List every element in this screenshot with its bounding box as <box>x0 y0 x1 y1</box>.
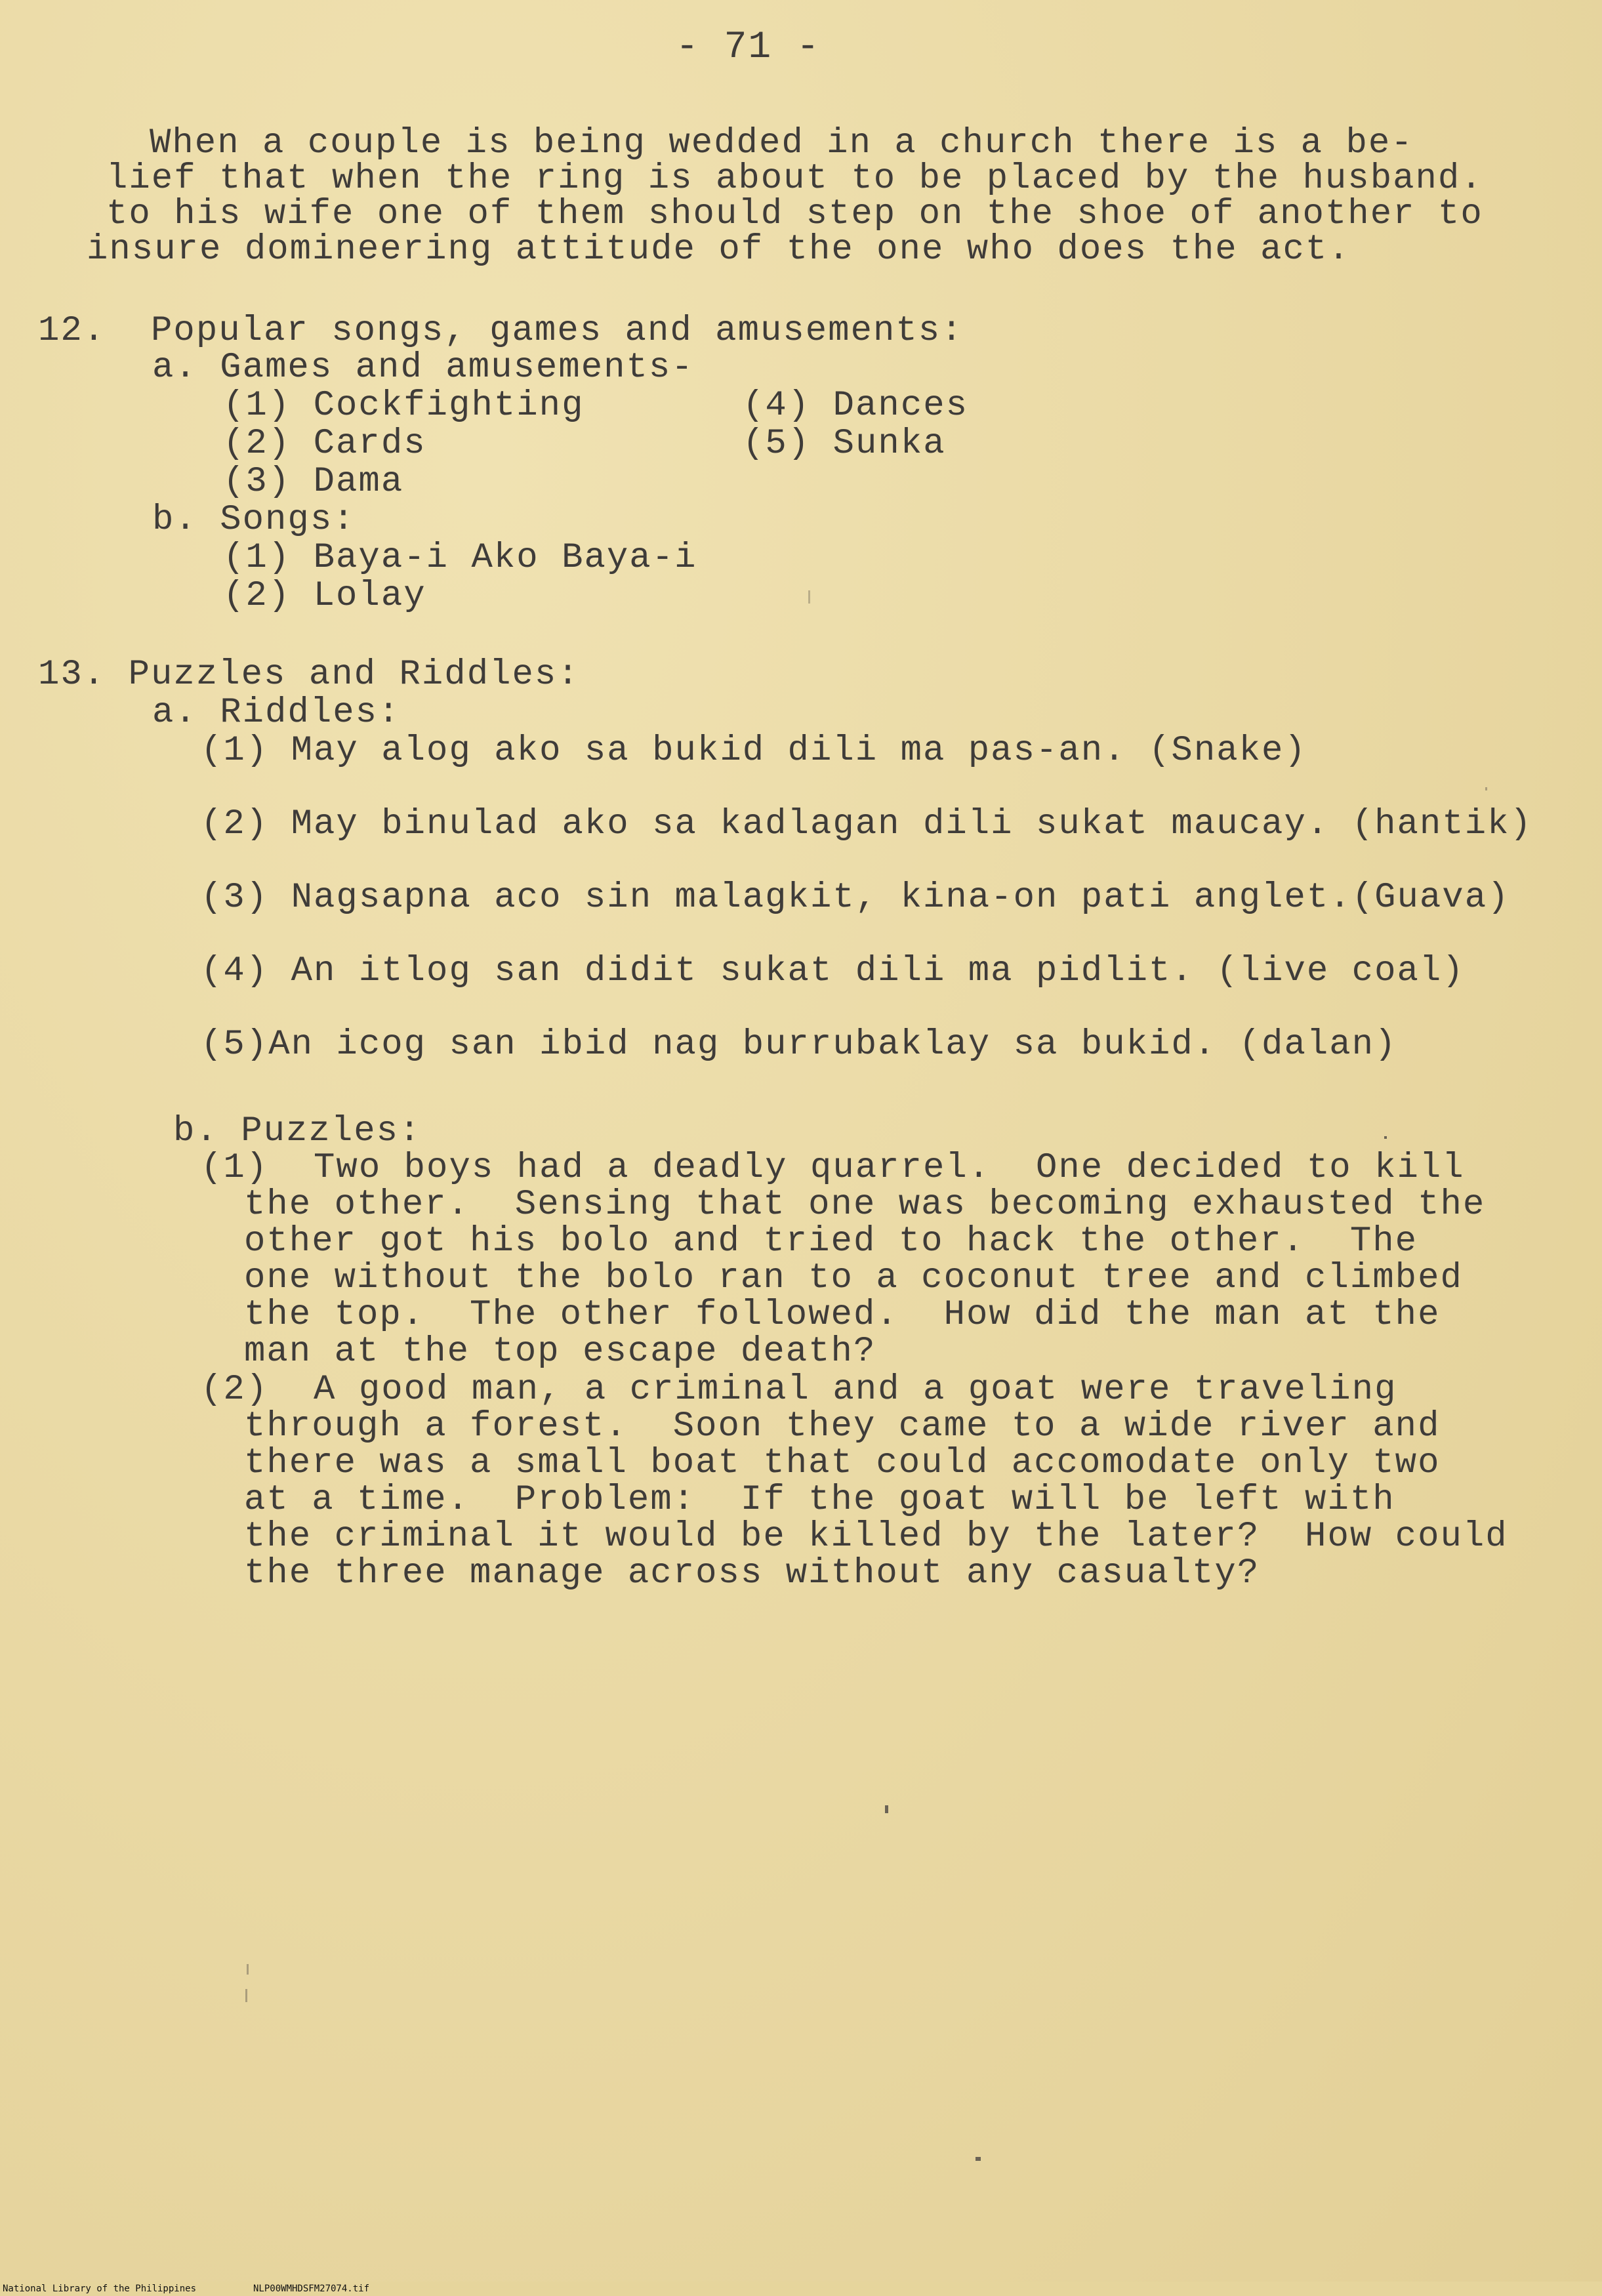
puzzle-line: the three manage across without any casualty? <box>244 1553 1260 1593</box>
puzzle-line: man at the top escape death? <box>244 1332 876 1372</box>
puzzle-line: at a time. Problem: If the goat will be left with <box>244 1480 1395 1520</box>
intro-line: insure domineering attitude of the one who does the act. <box>87 230 1351 270</box>
intro-line: lief that when the ring is about to be placed by the husband. <box>106 159 1483 199</box>
paper-speck <box>1485 787 1487 790</box>
song-item: (2) Lolay <box>223 576 426 616</box>
riddle-item: (1) May alog ako sa bukid dili ma pas-an. (Snake) <box>201 731 1307 771</box>
games-heading: a. Games and amusements- <box>152 348 694 388</box>
intro-line: When a couple is being wedded in a church there is a be- <box>150 123 1414 163</box>
page-number: - 71 - <box>676 26 821 69</box>
puzzle-line: the criminal it would be killed by the later? How could <box>244 1517 1508 1557</box>
game-item: (1) Cockfighting <box>223 386 585 426</box>
riddle-item: (5)An icog san ibid nag burrubaklay sa bukid. (dalan) <box>201 1025 1397 1065</box>
game-item: (4) Dances <box>743 386 969 426</box>
game-item: (2) Cards <box>223 424 426 464</box>
paper-speck <box>245 1989 247 2002</box>
puzzles-heading: b. Puzzles: <box>173 1111 422 1151</box>
footer-file-id: NLP00WMHDSFM27074.tif <box>253 2284 370 2294</box>
riddle-item: (3) Nagsapna aco sin malagkit, kina-on pati anglet.(Guava) <box>201 878 1510 918</box>
scan-footer <box>0 2282 1602 2296</box>
riddle-item: (4) An itlog san didit sukat dili ma pidlit. (live coal) <box>201 951 1465 991</box>
game-item: (3) Dama <box>223 462 404 502</box>
puzzle-line: the other. Sensing that one was becoming exhausted the <box>244 1185 1486 1225</box>
game-item: (5) Sunka <box>743 424 946 464</box>
paper-speck <box>247 1964 249 1975</box>
puzzle-line: through a forest. Soon they came to a wide river and <box>244 1406 1441 1446</box>
paper-speck <box>976 2157 981 2161</box>
puzzle-line: the top. The other followed. How did the man at the <box>244 1295 1441 1335</box>
footer-library: National Library of the Philippines <box>3 2284 197 2294</box>
puzzle-line: there was a small boat that could accomodate only two <box>244 1443 1441 1483</box>
puzzle-line: (2) A good man, a criminal and a goat were traveling <box>201 1370 1397 1410</box>
puzzle-line: other got his bolo and tried to hack the other. The <box>244 1221 1418 1261</box>
intro-line: to his wife one of them should step on the shoe of another to <box>106 194 1483 234</box>
section-12-heading: 12. Popular songs, games and amusements: <box>38 311 964 351</box>
paper-speck <box>808 590 810 604</box>
songs-heading: b. Songs: <box>152 500 356 540</box>
riddles-heading: a. Riddles: <box>152 693 401 733</box>
puzzle-line: (1) Two boys had a deadly quarrel. One decided to kill <box>201 1148 1465 1188</box>
section-13-heading: 13. Puzzles and Riddles: <box>38 655 580 695</box>
paper-speck <box>885 1805 888 1813</box>
song-item: (1) Baya-i Ako Baya-i <box>223 538 697 578</box>
riddle-item: (2) May binulad ako sa kadlagan dili sukat maucay. (hantik) <box>201 804 1532 844</box>
paper-speck <box>1384 1136 1387 1139</box>
puzzle-line: one without the bolo ran to a coconut tree and climbed <box>244 1258 1463 1298</box>
